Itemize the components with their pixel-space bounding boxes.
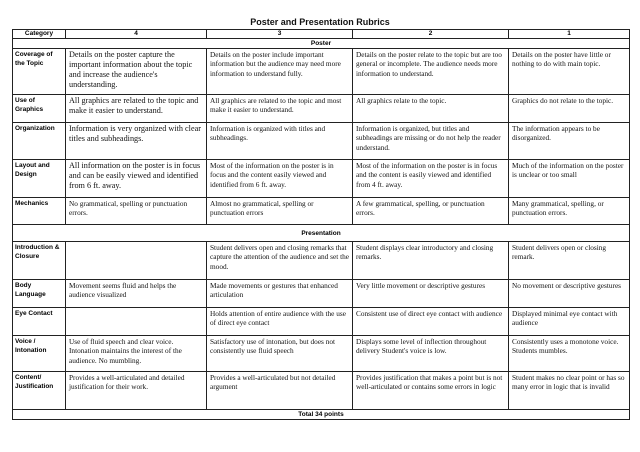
row-category: Introduction & Closure — [13, 242, 66, 280]
rubric-table — [12, 29, 630, 420]
header-score-2: 2 — [353, 30, 509, 39]
cell-score-2: All graphics relate to the topic. — [353, 95, 509, 123]
header-score-3: 3 — [207, 30, 353, 39]
cell-score-3: Student delivers open and closing remarks that capture the attention of the audience and set the mood. — [207, 242, 353, 280]
cell-score-3: Details on the poster include important information but the audience may need more information to understand fully. — [207, 49, 353, 95]
table-row — [13, 242, 630, 280]
cell-score-4: Details on the poster capture the important information about the topic and increase the audience's understanding. — [66, 49, 207, 95]
cell-score-2: Information is organized, but titles and subheadings are missing or do not help the reader understand. — [353, 123, 509, 160]
cell-score-2: Very little movement or descriptive gestures — [353, 280, 509, 308]
cell-score-2: Provides justification that makes a point but is not well-articulated or contains some errors in logic — [353, 372, 509, 410]
header-category: Category — [13, 30, 66, 39]
cell-score-1: The information appears to be disorganized. — [509, 123, 630, 160]
row-category: Content/ Justification — [13, 372, 66, 410]
header-row — [13, 30, 630, 39]
cell-score-1: Much of the information on the poster is unclear or too small — [509, 160, 630, 198]
cell-score-2: Displays some level of inflection throughout delivery Student's voice is low. — [353, 336, 509, 372]
cell-score-3: Holds attention of entire audience with the use of direct eye contact — [207, 308, 353, 336]
cell-score-1: Displayed minimal eye contact with audience — [509, 308, 630, 336]
cell-score-4 — [66, 308, 207, 336]
cell-score-3: Information is organized with titles and subheadings. — [207, 123, 353, 160]
cell-score-3: All graphics are related to the topic and most make it easier to understand. — [207, 95, 353, 123]
section-row-presentation — [13, 225, 630, 242]
cell-score-4: Provides a well-articulated and detailed justification for their work. — [66, 372, 207, 410]
cell-score-2: Consistent use of direct eye contact with audience — [353, 308, 509, 336]
row-category: Use of Graphics — [13, 95, 66, 123]
row-category: Layout and Design — [13, 160, 66, 198]
section-label: Presentation — [13, 225, 630, 242]
table-row — [13, 160, 630, 198]
row-category: Mechanics — [13, 198, 66, 225]
cell-score-1: No movement or descriptive gestures — [509, 280, 630, 308]
table-row — [13, 123, 630, 160]
table-row — [13, 49, 630, 95]
row-category: Voice / Intonation — [13, 336, 66, 372]
section-row-poster — [13, 39, 630, 49]
rubric-title: Poster and Presentation Rubrics — [250, 17, 390, 27]
cell-score-4: All graphics are related to the topic and make it easier to understand. — [66, 95, 207, 123]
cell-score-4: Use of fluid speech and clear voice. Intonation maintains the interest of the audience. No mumbling. — [66, 336, 207, 372]
table-row — [13, 308, 630, 336]
header-score-1: 1 — [509, 30, 630, 39]
cell-score-1: Graphics do not relate to the topic. — [509, 95, 630, 123]
cell-score-2: Student displays clear introductory and closing remarks. — [353, 242, 509, 280]
cell-score-4 — [66, 242, 207, 280]
cell-score-3: Made movements or gestures that enhanced articulation — [207, 280, 353, 308]
cell-score-4: Information is very organized with clear titles and subheadings. — [66, 123, 207, 160]
cell-score-3: Satisfactory use of intonation, but does not consistently use fluid speech — [207, 336, 353, 372]
header-score-4: 4 — [66, 30, 207, 39]
total-row — [13, 410, 630, 420]
cell-score-4: No grammatical, spelling or punctuation errors. — [66, 198, 207, 225]
total-points: Total 34 points — [13, 410, 630, 420]
row-category: Organization — [13, 123, 66, 160]
cell-score-3: Most of the information on the poster is in focus and the content easily viewed and identified from 6 ft. away. — [207, 160, 353, 198]
cell-score-2: Details on the poster relate to the topic but are too general or incomplete. The audience needs more information to understand. — [353, 49, 509, 95]
table-row — [13, 198, 630, 225]
table-row — [13, 95, 630, 123]
row-category: Coverage of the Topic — [13, 49, 66, 95]
cell-score-2: A few grammatical, spelling, or punctuation errors. — [353, 198, 509, 225]
cell-score-1: Many grammatical, spelling, or punctuation errors. — [509, 198, 630, 225]
table-row — [13, 372, 630, 410]
cell-score-1: Student delivers open or closing remark. — [509, 242, 630, 280]
cell-score-4: Movement seems fluid and helps the audience visualized — [66, 280, 207, 308]
row-category: Body Language — [13, 280, 66, 308]
cell-score-3: Provides a well-articulated but not detailed argument — [207, 372, 353, 410]
row-category: Eye Contact — [13, 308, 66, 336]
cell-score-4: All information on the poster is in focus and can be easily viewed and identified from 6 ft. away. — [66, 160, 207, 198]
section-label: Poster — [13, 39, 630, 49]
cell-score-3: Almost no grammatical, spelling or punctuation errors — [207, 198, 353, 225]
table-row — [13, 336, 630, 372]
table-row — [13, 280, 630, 308]
cell-score-1: Consistently uses a monotone voice. Students mumbles. — [509, 336, 630, 372]
cell-score-1: Details on the poster have little or nothing to do with main topic. — [509, 49, 630, 95]
cell-score-2: Most of the information on the poster is in focus and the content is easily viewed and identified from 4 ft. away. — [353, 160, 509, 198]
cell-score-1: Student makes no clear point or has so many error in logic that is invalid — [509, 372, 630, 410]
